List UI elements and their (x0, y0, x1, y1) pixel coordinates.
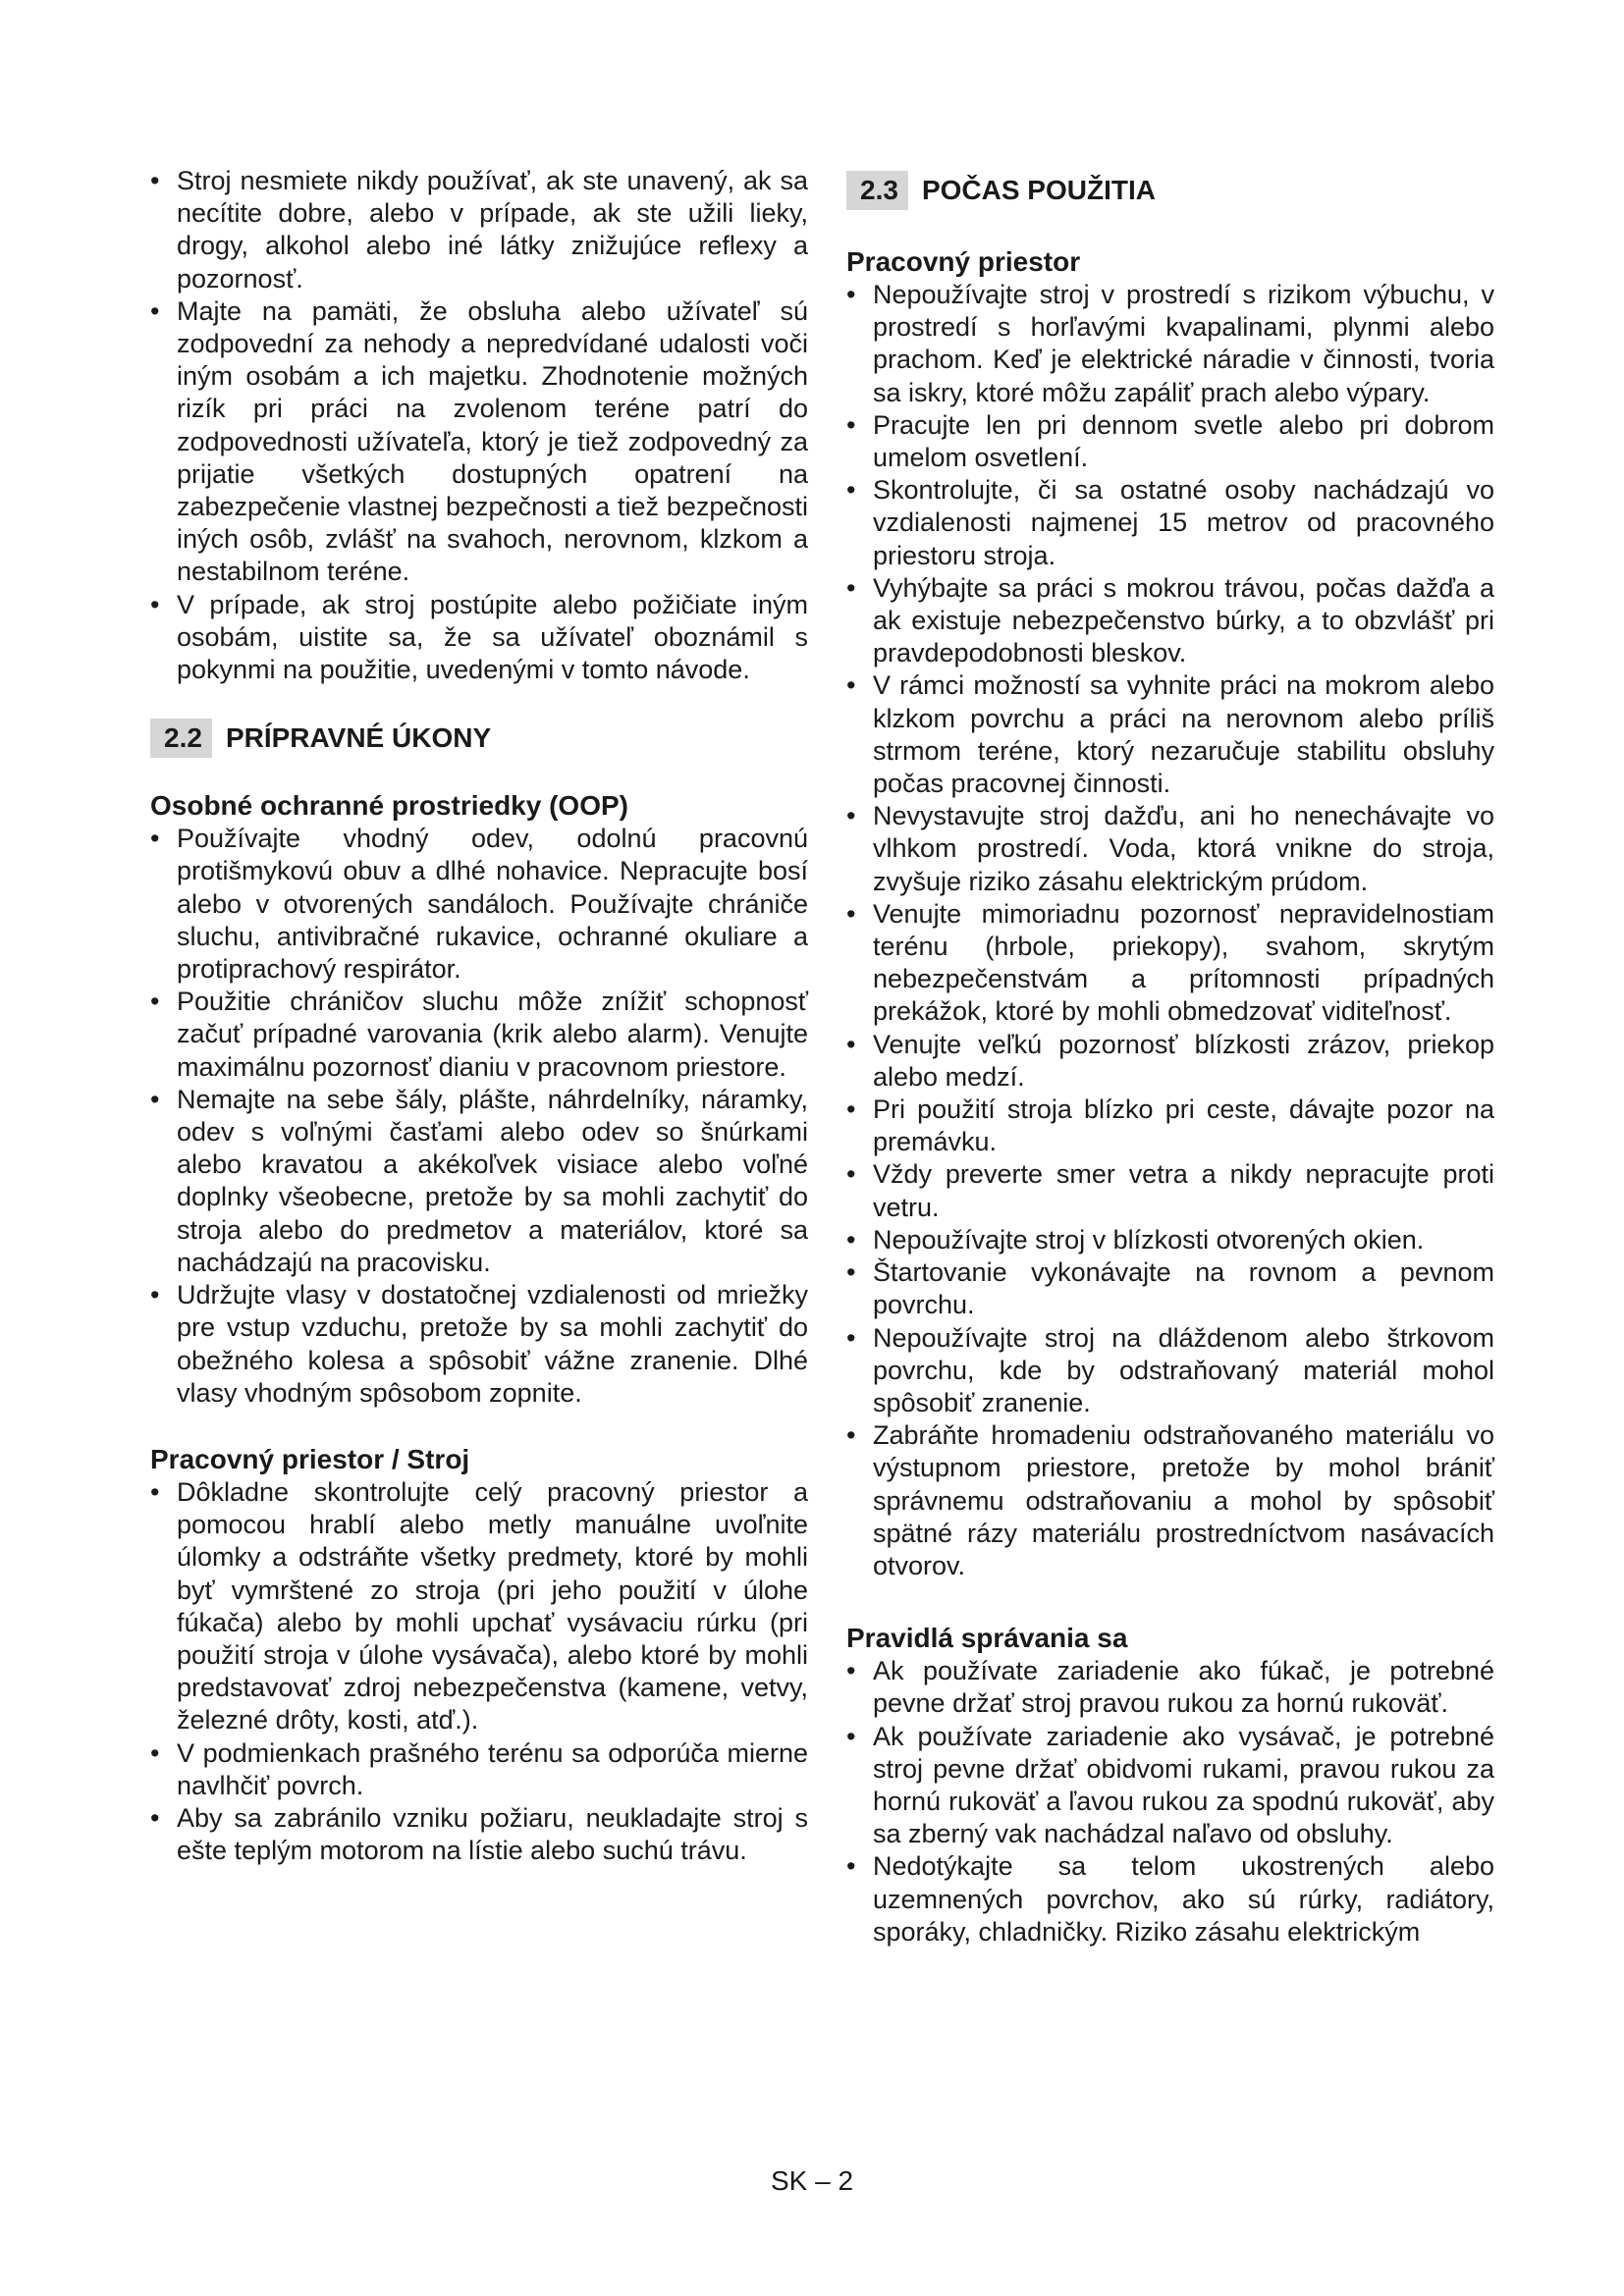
list-item: • Nepoužívajte stroj v blízkosti otvorených okien. (846, 1224, 1494, 1256)
list-item: • Skontrolujte, či sa ostatné osoby nachádzajú vo vzdialenosti najmenej 15 metrov od pracovného priestoru stroja. (846, 474, 1494, 572)
list-item: • Venujte veľkú pozornosť blízkosti zrázov, priekop alebo medzí. (846, 1029, 1494, 1094)
subsection-heading-work-area: Pracovný priestor (846, 246, 1081, 277)
section-number: 2.2 (150, 719, 212, 758)
list-item: • Nemajte na sebe šály, plášte, náhrdelníky, náramky, odev s voľnými časťami alebo odev so šnúrkami alebo kravatou a akékoľvek visiace alebo voľné doplnky všeobecne, pretože by sa mohli zachytiť do stroja alebo do predmetov a materiálov, ktoré sa nachádzajú na pracovisku. (150, 1084, 808, 1279)
list-item: • Vyhýbajte sa práci s mokrou trávou, počas dažďa a ak existuje nebezpečenstvo búrky, a to obzvlášť pri pravdepodobnosti bleskov. (846, 572, 1494, 670)
list-item: • Vždy preverte smer vetra a nikdy nepracujte proti vetru. (846, 1158, 1494, 1223)
subsection-heading-ppe: Osobné ochranné prostriedky (OOP) (150, 790, 628, 822)
page-number: SK – 2 (770, 2165, 854, 2196)
list-item: • Dôkladne skontrolujte celý pracovný priestor a pomocou hrablí alebo metly manuálne uvoľnite úlomky a odstráňte všetky predmety, ktoré by mohli byť vymrštené zo stroja (pri jeho použití v úlohe fúkača) alebo by mohli upchať vysávaciu rúrku (pri použití stroja v úlohe vysávača), alebo ktoré by mohli predstavovať zdroj nebezpečenstva (kamene, vetvy, železné drôty, kosti, atď.). (150, 1476, 808, 1737)
list-item: • V rámci možností sa vyhnite práci na mokrom alebo klzkom povrchu a práci na nerovnom alebo príliš strmom teréne, ktorý nezaručuje stabilitu obsluhy počas pracovnej činnosti. (846, 669, 1494, 800)
work-area-bullet-list (150, 1476, 808, 1867)
list-item: • Majte na pamäti, že obsluha alebo užívateľ sú zodpovední za nehody a nepredvídané udalosti voči iným osobám a ich majetku. Zhodnotenie možných rizík pri práci na zvolenom teréne patrí do zodpovednosti užívateľa, ktorý je tiež zodpovedný za prijatie všetkých dostupných opatrení na zabezpečenie vlastnej bezpečnosti a tiež bezpečnosti iných osôb, zvlášť na svahoch, nerovnom, klzkom a nestabilnom teréne. (150, 295, 808, 589)
list-item: • V podmienkach prašného terénu sa odporúča mierne navlhčiť povrch. (150, 1737, 808, 1802)
list-item: • Aby sa zabránilo vzniku požiaru, neukladajte stroj s ešte teplým motorom na lístie alebo suchú trávu. (150, 1802, 808, 1867)
work-area-bullet-list (846, 279, 1494, 1582)
section-title: PRÍPRAVNÉ ÚKONY (225, 722, 492, 754)
list-item: • Použitie chráničov sluchu môže znížiť schopnosť začuť prípadné varovania (krik alebo alarm). Venujte maximálnu pozornosť dianiu v pracovnom priestore. (150, 986, 808, 1084)
list-item: • Štartovanie vykonávajte na rovnom a pevnom povrchu. (846, 1256, 1494, 1321)
intro-bullet-list (150, 165, 808, 686)
list-item: • Nepoužívajte stroj v prostredí s rizikom výbuchu, v prostredí s horľavými kvapalinami, plynmi alebo prachom. Keď je elektrické náradie v činnosti, tvoria sa iskry, ktoré môžu zapáliť prach alebo výpary. (846, 279, 1494, 409)
section-title: POČAS POUŽITIA (921, 175, 1156, 205)
section-number: 2.3 (846, 171, 908, 210)
list-item: • Nevystavujte stroj dažďu, ani ho nenechávajte vo vlhkom prostredí. Voda, ktorá vnikne do stroja, zvyšuje riziko zásahu elektrickým prúdom. (846, 800, 1494, 898)
list-item: • Pri použití stroja blízko pri ceste, dávajte pozor na premávku. (846, 1094, 1494, 1158)
section-heading-2-3 (846, 171, 1494, 210)
list-item: • Pracujte len pri dennom svetle alebo pri dobrom umelom osvetlení. (846, 409, 1494, 474)
list-item: • Používajte vhodný odev, odolnú pracovnú protišmykovú obuv a dlhé nohavice. Nepracujte bosí alebo v otvorených sandáloch. Používajte chrániče sluchu, antivibračné rukavice, ochranné okuliare a protiprachový respirátor. (150, 823, 808, 986)
list-item: • Venujte mimoriadnu pozornosť nepravidelnostiam terénu (hrbole, priekopy), svahom, skrytým nebezpečenstvám a prítomnosti prípadných prekážok, ktoré by mohli obmedzovať viditeľnosť. (846, 898, 1494, 1029)
page-footer (0, 2165, 1624, 2197)
subsection-heading-rules-of-conduct: Pravidlá správania sa (846, 1623, 1128, 1654)
list-item: • Zabráňte hromadeniu odstraňovaného materiálu vo výstupnom priestore, pretože by mohol brániť správnemu odstraňovaniu a mohol by spôsobiť spätné rázy materiálu prostredníctvom nasávacích otvorov. (846, 1419, 1494, 1582)
list-item: • Udržujte vlasy v dostatočnej vzdialenosti od mriežky pre vstup vzduchu, pretože by sa mohli zachytiť do obežného kolesa a spôsobiť vážne zranenie. Dlhé vlasy vhodným spôsobom zopnite. (150, 1279, 808, 1410)
list-item: • V prípade, ak stroj postúpite alebo požičiate iným osobám, uistite sa, že sa užívateľ oboznámil s pokynmi na použitie, uvedenými v tomto návode. (150, 589, 808, 687)
list-item: • Stroj nesmiete nikdy používať, ak ste unavený, ak sa necítite dobre, alebo v prípade, ak ste užili lieky, drogy, alkohol alebo iné látky znižujúce reflexy a pozornosť. (150, 165, 808, 295)
right-column (846, 171, 1494, 1949)
list-item: • Nepoužívajte stroj na dláždenom alebo štrkovom povrchu, kde by odstraňovaný materiál mohol spôsobiť zranenie. (846, 1322, 1494, 1420)
list-item: • Ak používate zariadenie ako fúkač, je potrebné pevne držať stroj pravou rukou za hornú rukoväť. (846, 1655, 1494, 1720)
conduct-bullet-list (846, 1655, 1494, 1949)
section-heading-2-2 (150, 719, 808, 758)
list-item: • Ak používate zariadenie ako vysávač, je potrebné stroj pevne držať obidvomi rukami, pravou rukou za hornú rukoväť a ľavou rukou za spodnú rukoväť, aby sa zberný vak nachádzal naľavo od obsluhy. (846, 1721, 1494, 1851)
subsection-heading-work-area-machine: Pracovný priestor / Stroj (150, 1443, 470, 1474)
ppe-bullet-list (150, 823, 808, 1410)
left-column (150, 165, 808, 1867)
list-item: • Nedotýkajte sa telom ukostrených alebo uzemnených povrchov, ako sú rúrky, radiátory, sporáky, chladničky. Riziko zásahu elektrickým (846, 1850, 1494, 1949)
